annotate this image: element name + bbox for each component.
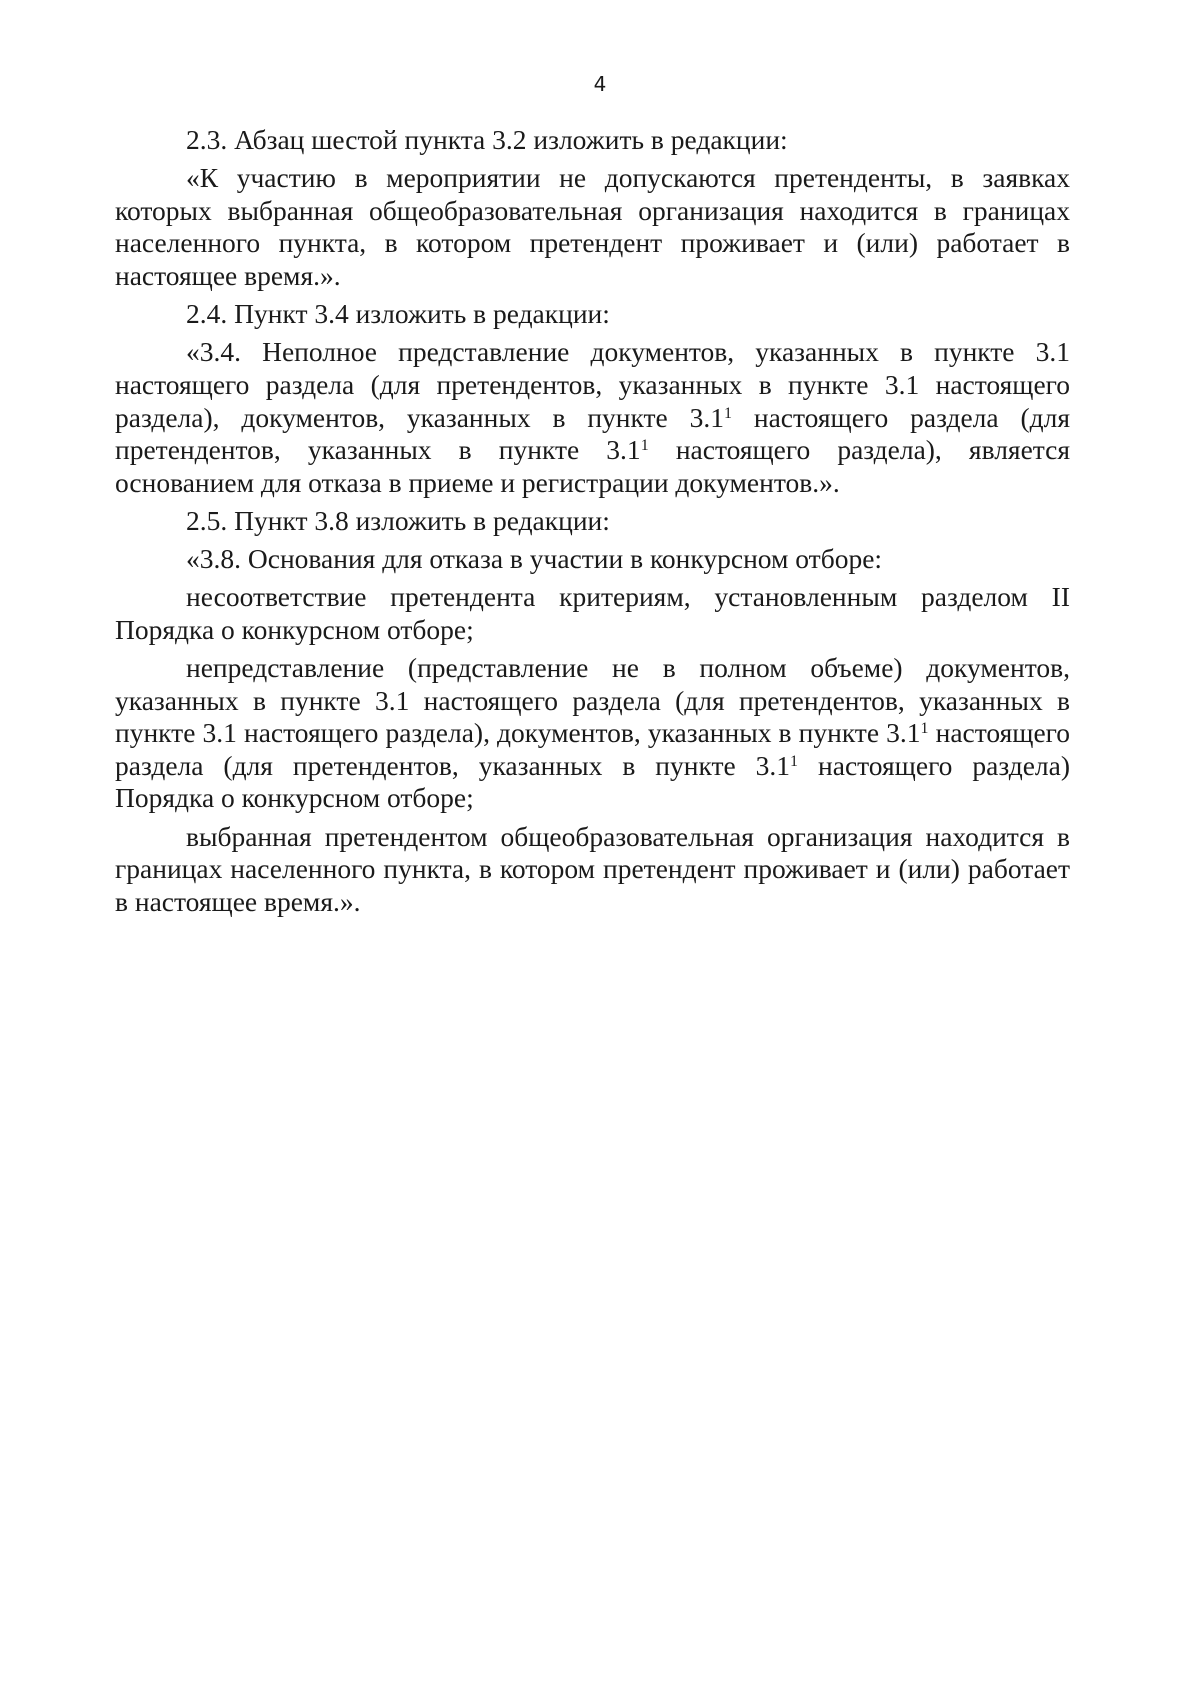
paragraph-ground-location: выбранная претендентом общеобразовательная организация находится в границах населенного пункта, в котором претендент проживает и (или) работает в настоящее время.». [115, 820, 1070, 917]
text-run: настоящего раздела (для претендентов, указанных в пункте 3.1 [115, 401, 1070, 466]
superscript: 1 [723, 404, 732, 422]
text-run: непредставление (представление не в полном объеме) документов, указанных в пункте 3.1 настоящего раздела (для претендентов, указанных в пункте 3.1 настоящего раздела), документов, указанных в пункте 3.1 [115, 652, 1070, 749]
paragraph-2-3: 2.3. Абзац шестой пункта 3.2 изложить в редакции: [186, 124, 788, 155]
text-run: настоящего раздела) Порядка о конкурсном отборе; [115, 749, 1070, 814]
superscript: 1 [920, 720, 929, 738]
paragraph-2-4: 2.4. Пункт 3.4 изложить в редакции: [186, 298, 610, 330]
text-run: «3.4. Неполное представление документов, указанных в пункте 3.1 настоящего раздела (для претендентов, указанных в пункте 3.1 настоящего раздела), документов, указанных в пункте 3.1 [115, 336, 1070, 433]
paragraph-ground-criteria: несоответствие претендента критериям, установленным разделом II Порядка о конкурсном отборе; [115, 581, 1070, 645]
paragraph-quote-3-8: «3.8. Основания для отказа в участии в конкурсном отборе: [186, 543, 883, 575]
paragraph-2-5: 2.5. Пункт 3.8 изложить в редакции: [186, 504, 610, 536]
paragraph-ground-documents [115, 652, 1070, 815]
paragraph-quote-3-4 [115, 336, 1070, 499]
superscript: 1 [640, 437, 649, 455]
paragraph-quote-3-2: «К участию в мероприятии не допускаются претенденты, в заявках которых выбранная общеобразовательная организация находится в границах населенного пункта, в котором претендент проживает и (или) работает в настоящее время.». [115, 162, 1070, 291]
superscript: 1 [790, 752, 799, 770]
text-run: настоящего раздела (для претендентов, указанных в пункте 3.1 [115, 717, 1070, 781]
page-number: 4 [593, 72, 607, 96]
document-body [115, 124, 1070, 924]
text-run: настоящего раздела), является основанием для отказа в приеме и регистрации документов.». [115, 434, 1070, 498]
